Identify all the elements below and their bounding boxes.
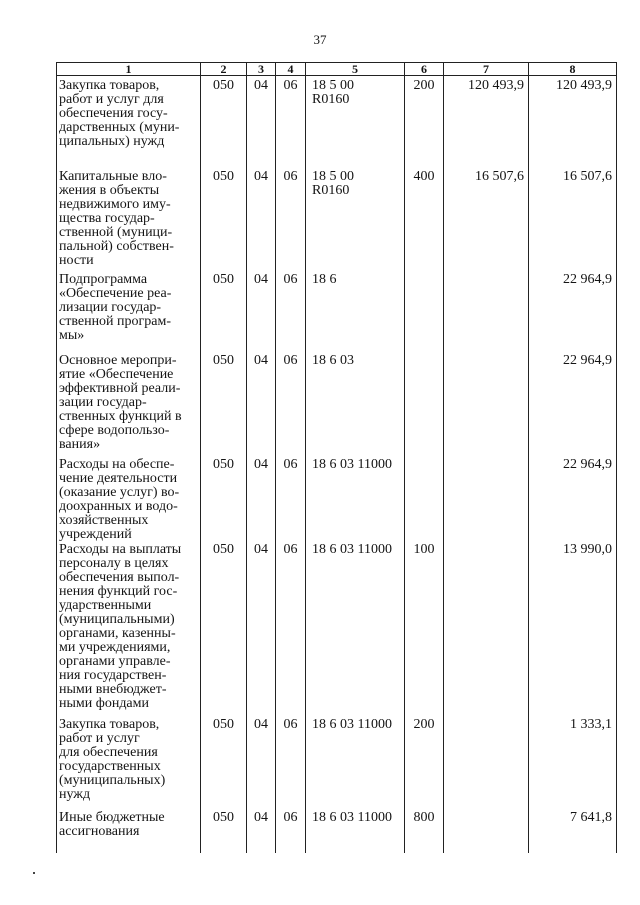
table-row (57, 543, 617, 718)
row-section: 04 (247, 718, 276, 811)
row-expense-type: 800 (405, 811, 444, 853)
row-expense-type (405, 354, 444, 458)
row-subsection: 06 (276, 273, 306, 354)
row-amount-total: 120 493,9 (529, 76, 617, 171)
row-ministry-code: 050 (201, 273, 247, 354)
header-col-7: 7 (444, 63, 529, 76)
row-expense-type (405, 458, 444, 543)
header-col-6: 6 (405, 63, 444, 76)
table-header (57, 63, 617, 76)
row-section: 04 (247, 458, 276, 543)
row-subsection: 06 (276, 170, 306, 273)
row-subsection: 06 (276, 458, 306, 543)
row-ministry-code: 050 (201, 458, 247, 543)
row-name: Расходы на выплаты персоналу в целях обеспечения выпол- нения функций гос- ударственными (муниципальными) органами, казенны- ми учреждениями, органами управле- ния государствен- ными внебюджет- ными фондами (57, 543, 201, 718)
row-name: Капитальные вло- жения в объекты недвижимого иму- щества государ- ственной (муници- пальной) собствен- ности (57, 170, 201, 273)
row-amount-col7 (444, 354, 529, 458)
page-number: 37 (313, 32, 327, 47)
row-amount-total: 22 964,9 (529, 273, 617, 354)
row-amount-total: 16 507,6 (529, 170, 617, 273)
row-section: 04 (247, 354, 276, 458)
header-col-2: 2 (201, 63, 247, 76)
row-amount-col7: 16 507,6 (444, 170, 529, 273)
table-row (57, 354, 617, 458)
table-row (57, 811, 617, 853)
row-name: Подпрограмма «Обеспечение реа- лизации государ- ственной програм- мы» (57, 273, 201, 354)
budget-table (56, 62, 617, 853)
row-section: 04 (247, 273, 276, 354)
row-name: Основное меропри- ятие «Обеспечение эффективной реали- зации государ- ственных функций в сфере водопользо- вания» (57, 354, 201, 458)
table-row (57, 170, 617, 273)
table-body (57, 76, 617, 854)
row-amount-total: 22 964,9 (529, 458, 617, 543)
row-target-article: 18 6 03 11000 (306, 458, 405, 543)
row-amount-col7 (444, 273, 529, 354)
row-ministry-code: 050 (201, 76, 247, 171)
table-row (57, 458, 617, 543)
row-name: Закупка товаров, работ и услуг для обеспечения государственных (муниципальных) нужд (57, 718, 201, 811)
row-target-article: 18 6 (306, 273, 405, 354)
row-amount-col7 (444, 458, 529, 543)
row-amount-col7: 120 493,9 (444, 76, 529, 171)
row-section: 04 (247, 811, 276, 853)
row-amount-col7 (444, 811, 529, 853)
row-section: 04 (247, 76, 276, 171)
row-section: 04 (247, 543, 276, 718)
header-row (57, 63, 617, 76)
row-expense-type: 100 (405, 543, 444, 718)
row-amount-total: 13 990,0 (529, 543, 617, 718)
row-expense-type: 200 (405, 718, 444, 811)
row-name: Расходы на обеспе- чение деятельности (оказание услуг) во- доохранных и водо- хозяйственных учреждений (57, 458, 201, 543)
row-amount-col7 (444, 718, 529, 811)
row-amount-col7 (444, 543, 529, 718)
row-ministry-code: 050 (201, 354, 247, 458)
row-amount-total: 22 964,9 (529, 354, 617, 458)
row-target-article: 18 6 03 11000 (306, 543, 405, 718)
row-section: 04 (247, 170, 276, 273)
header-col-5: 5 (306, 63, 405, 76)
scan-speck (33, 872, 35, 874)
row-amount-total: 1 333,1 (529, 718, 617, 811)
row-ministry-code: 050 (201, 543, 247, 718)
row-target-article: 18 6 03 11000 (306, 718, 405, 811)
row-amount-total: 7 641,8 (529, 811, 617, 853)
row-subsection: 06 (276, 718, 306, 811)
row-target-article: 18 6 03 (306, 354, 405, 458)
row-name: Закупка товаров, работ и услуг для обеспечения госу- дарственных (муни- ципальных) нужд (57, 76, 201, 171)
row-target-article: 18 5 00 R0160 (306, 76, 405, 171)
row-name: Иные бюджетные ассигнования (57, 811, 201, 853)
header-col-8: 8 (529, 63, 617, 76)
row-ministry-code: 050 (201, 811, 247, 853)
header-col-4: 4 (276, 63, 306, 76)
row-expense-type (405, 273, 444, 354)
row-subsection: 06 (276, 543, 306, 718)
header-col-3: 3 (247, 63, 276, 76)
row-subsection: 06 (276, 76, 306, 171)
row-subsection: 06 (276, 811, 306, 853)
row-target-article: 18 6 03 11000 (306, 811, 405, 853)
row-subsection: 06 (276, 354, 306, 458)
row-expense-type: 200 (405, 76, 444, 171)
row-ministry-code: 050 (201, 170, 247, 273)
header-col-1: 1 (57, 63, 201, 76)
row-expense-type: 400 (405, 170, 444, 273)
table-row (57, 718, 617, 811)
row-target-article: 18 5 00 R0160 (306, 170, 405, 273)
row-ministry-code: 050 (201, 718, 247, 811)
table-row (57, 76, 617, 171)
table-row (57, 273, 617, 354)
